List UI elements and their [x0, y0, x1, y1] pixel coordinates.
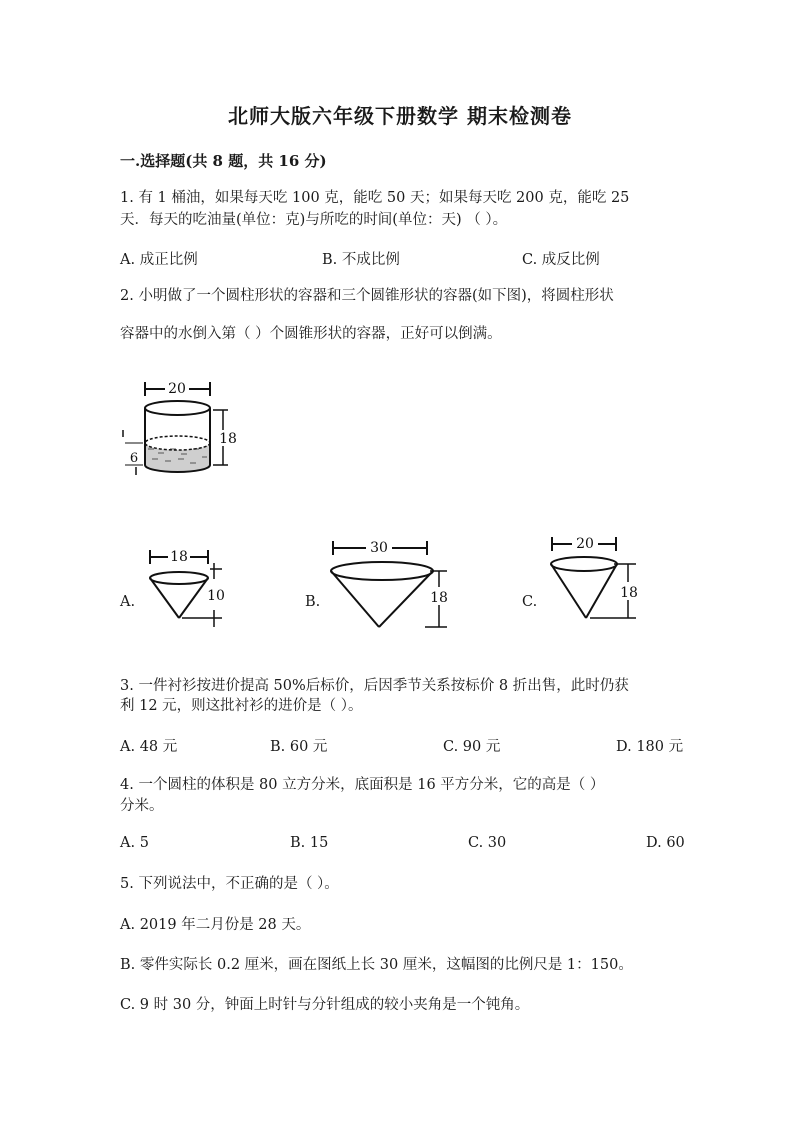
question-4-option-a: A. 5: [120, 835, 149, 851]
cone-c-base: [551, 557, 617, 571]
question-1-option-c: C. 成反比例: [522, 252, 600, 268]
cone-b-figure: [325, 535, 455, 635]
question-2-line-1: 2. 小明做了一个圆柱形状的容器和三个圆锥形状的容器(如下图)，将圆柱形状: [120, 288, 614, 304]
cone-c-diameter-label: 20: [576, 536, 594, 552]
question-4-option-d: D. 60: [646, 835, 685, 851]
question-3-line-2: 利 12 元，则这批衬衫的进价是（ ）。: [120, 698, 363, 714]
question-4-option-c: C. 30: [468, 835, 507, 851]
question-3-option-b: B. 60 元: [270, 739, 328, 755]
question-3-line-1: 3. 一件衬衫按进价提高 50%后标价，后因季节关系按标价 8 折出售，此时仍获: [120, 678, 629, 694]
cone-c-figure: [540, 530, 650, 630]
cone-b-diameter-label: 30: [370, 540, 388, 556]
cone-b-base: [331, 562, 433, 580]
cone-c-left-edge: [551, 564, 586, 618]
question-1-option-b: B. 不成比例: [322, 252, 400, 268]
question-5-option-b: B. 零件实际长 0.2 厘米，画在图纸上长 30 厘米，这幅图的比例尺是 1：150。: [120, 957, 633, 973]
cylinder-top: [145, 401, 210, 415]
cylinder-water-surface: [145, 436, 210, 450]
cylinder-height-label: 18: [219, 431, 237, 447]
question-4-line-1: 4. 一个圆柱的体积是 80 立方分米，底面积是 16 平方分米，它的高是（ ）: [120, 777, 605, 793]
page-title: 北师大版六年级下册数学 期末检测卷: [228, 104, 572, 128]
question-3-option-d: D. 180 元: [616, 739, 684, 755]
question-1-line-2: 天．每天的吃油量(单位：克)与所吃的时间(单位：天) （ ）。: [120, 212, 508, 228]
cone-a-diameter-label: 18: [170, 549, 188, 565]
question-3-option-c: C. 90 元: [443, 739, 501, 755]
question-5-option-a: A. 2019 年二月份是 28 天。: [120, 917, 311, 933]
water-height-label: 6: [129, 451, 139, 466]
question-2-line-2: 容器中的水倒入第（ ）个圆锥形状的容器，正好可以倒满。: [120, 326, 502, 342]
cylinder-diameter-label: 20: [168, 381, 186, 397]
question-1-option-a: A. 成正比例: [120, 252, 198, 268]
question-5-line-1: 5. 下列说法中，不正确的是（ ）。: [120, 876, 339, 892]
question-1-line-1: 1. 有 1 桶油，如果每天吃 100 克，能吃 50 天；如果每天吃 200 克，能吃 25: [120, 190, 630, 206]
question-5-option-c: C. 9 时 30 分，钟面上时针与分针组成的较小夹角是一个钝角。: [120, 997, 530, 1013]
cone-b-height-label: 18: [430, 590, 448, 606]
cone-b-label: B.: [305, 594, 321, 610]
section-heading: 一.选择题(共 8 题，共 16 分): [120, 152, 327, 170]
cone-a-base: [150, 572, 208, 584]
cone-a-height-label: 10: [207, 588, 225, 604]
cone-c-label: C.: [522, 594, 538, 610]
cone-a-label: A.: [120, 594, 136, 610]
cone-c-right-edge: [586, 564, 617, 618]
cone-c-height-label: 18: [620, 585, 638, 601]
cone-a-figure: [140, 545, 240, 635]
cylinder-figure: [118, 375, 238, 485]
question-3-option-a: A. 48 元: [120, 739, 178, 755]
question-4-line-2: 分米。: [120, 798, 164, 814]
question-4-option-b: B. 15: [290, 835, 329, 851]
